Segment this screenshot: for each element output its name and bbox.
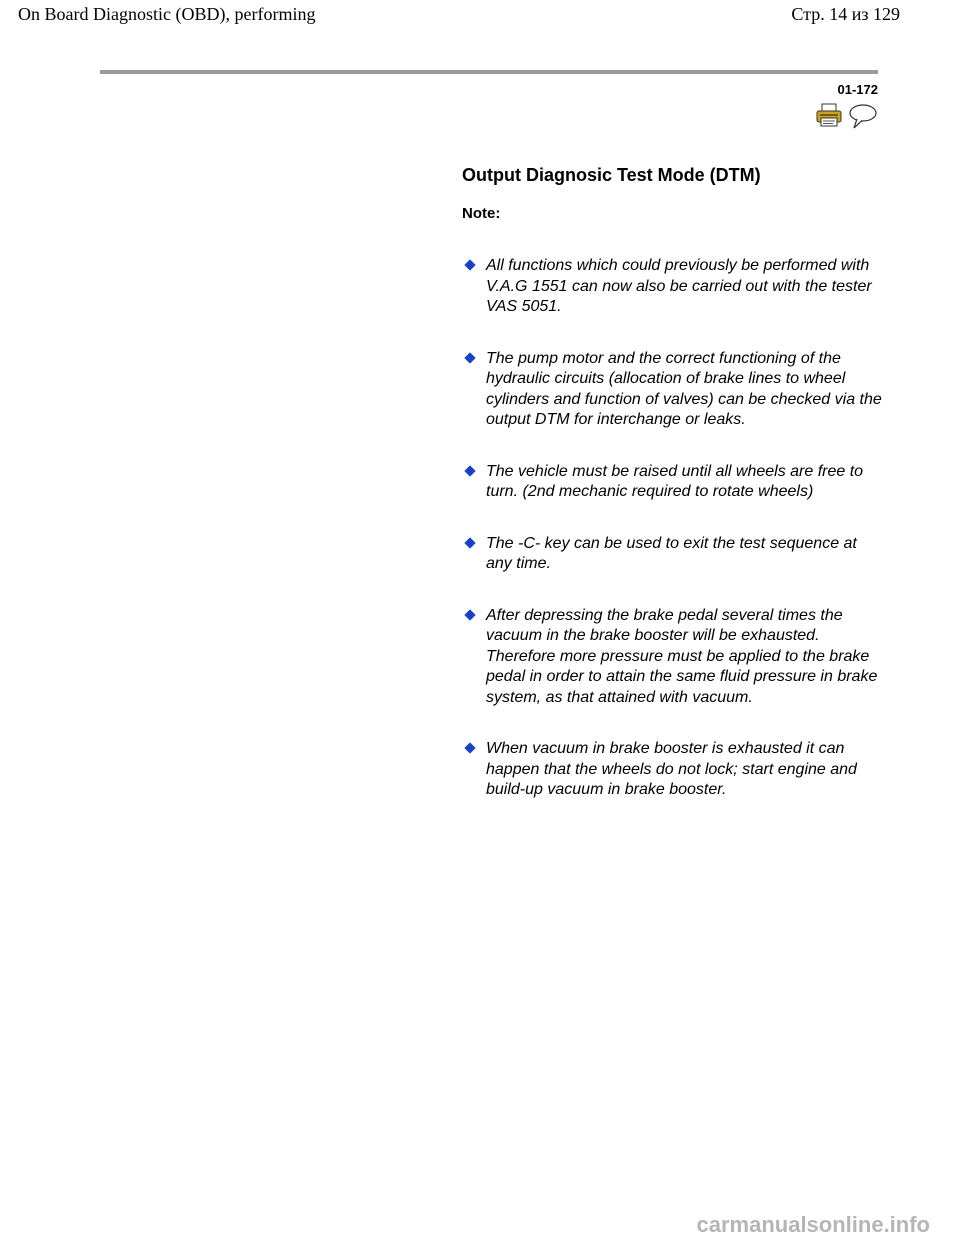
list-item-text: The vehicle must be raised until all wheels are free to turn. (2nd mechanic required to rotate wheels) bbox=[486, 462, 864, 500]
header-rule bbox=[100, 70, 878, 74]
list-item-text: The pump motor and the correct functioning of the hydraulic circuits (allocation of brake lines to wheel cylinders and function of valves) can be checked via the output DTM for interchange or leaks. bbox=[486, 349, 882, 428]
watermark: carmanualsonline.info bbox=[696, 1212, 930, 1237]
note-list bbox=[462, 256, 882, 801]
document-title: On Board Diagnostic (OBD), performing bbox=[18, 4, 316, 24]
list-item bbox=[462, 256, 882, 318]
list-item bbox=[462, 606, 882, 709]
diamond-bullet-icon bbox=[464, 742, 475, 753]
diamond-bullet-icon bbox=[464, 352, 475, 363]
diamond-bullet-icon bbox=[464, 537, 475, 548]
page-indicator: Стр. 14 из 129 bbox=[791, 4, 900, 24]
section-title: Output Diagnosic Test Mode (DTM) bbox=[462, 165, 761, 185]
diamond-bullet-icon bbox=[464, 609, 475, 620]
note-label: Note: bbox=[462, 205, 501, 222]
diamond-bullet-icon bbox=[464, 259, 475, 270]
diamond-bullet-icon bbox=[464, 465, 475, 476]
list-item bbox=[462, 534, 882, 575]
list-item-text: When vacuum in brake booster is exhausted it can happen that the wheels do not lock; start engine and build-up vacuum in brake booster. bbox=[486, 740, 857, 798]
speech-bubble-icon[interactable] bbox=[848, 103, 878, 134]
list-item-text: All functions which could previously be performed with V.A.G 1551 can now also be carried out with the tester VAS 5051. bbox=[486, 257, 872, 315]
printer-icon[interactable] bbox=[816, 103, 842, 132]
list-item-text: After depressing the brake pedal several times the vacuum in the brake booster will be exhausted. Therefore more pressure must be applied to the brake pedal in order to attain the same fluid pressure in brake system, as that attained with vacuum. bbox=[486, 606, 878, 706]
toolbar-icons bbox=[816, 103, 882, 131]
list-item-text: The -C- key can be used to exit the test sequence at any time. bbox=[486, 534, 857, 572]
list-item bbox=[462, 462, 882, 503]
list-item bbox=[462, 739, 882, 801]
document-body bbox=[462, 165, 882, 801]
page-code: 01-172 bbox=[837, 82, 878, 97]
list-item bbox=[462, 349, 882, 431]
